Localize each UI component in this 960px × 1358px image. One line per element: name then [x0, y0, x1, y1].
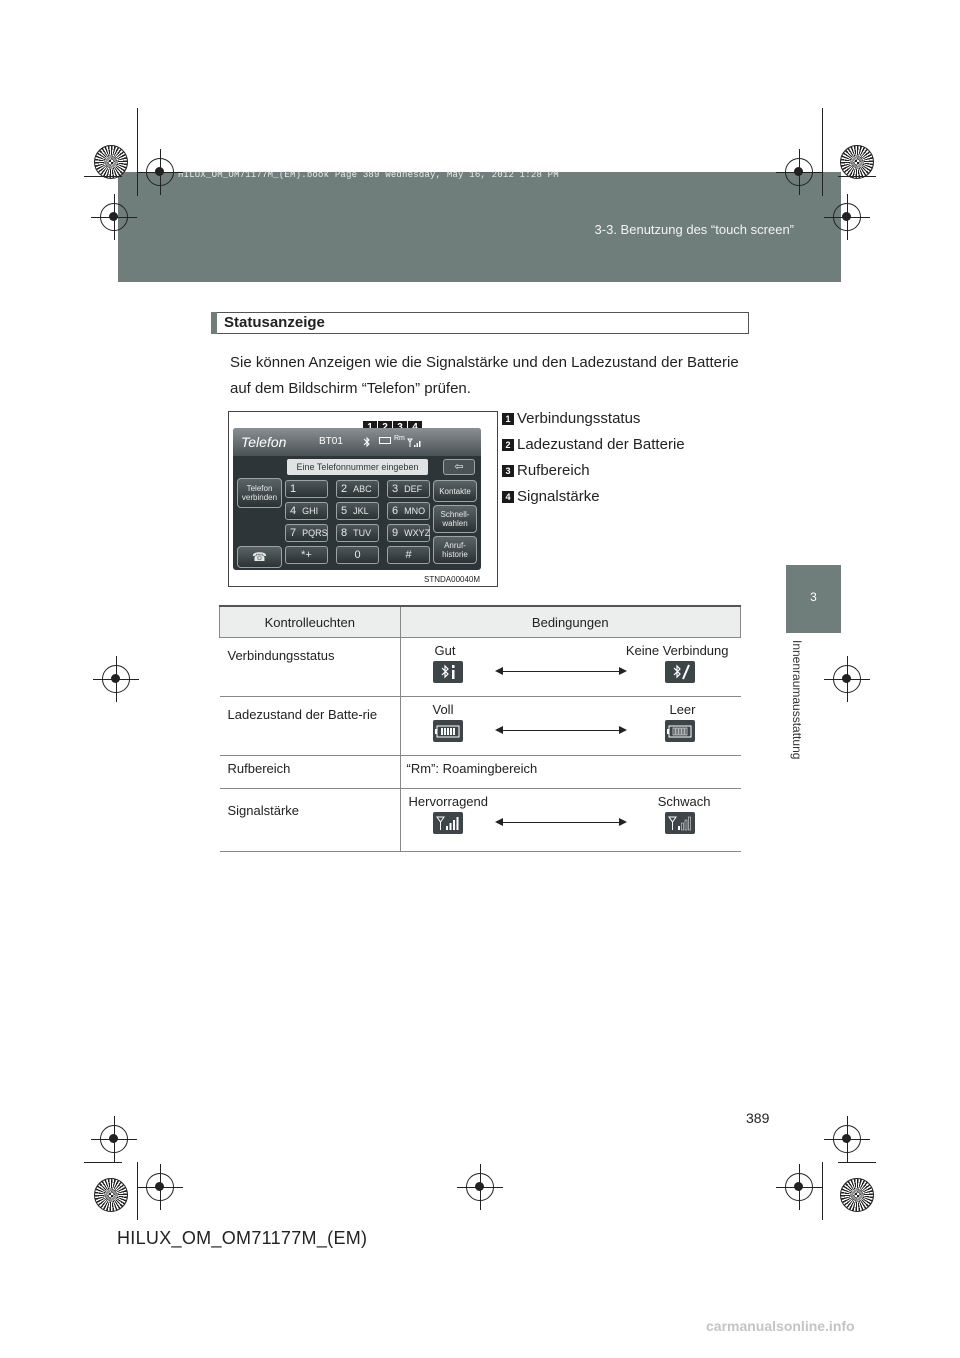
range-arrow — [497, 822, 625, 823]
table-row — [220, 756, 741, 789]
backspace-icon: ⇦ — [454, 461, 464, 473]
crop-line — [822, 1162, 823, 1220]
keypad-key[interactable]: 1 — [285, 480, 328, 498]
condition-cell — [400, 638, 741, 697]
keypad-key[interactable]: 0 — [336, 546, 379, 564]
legend-item — [502, 436, 685, 453]
condition-cell — [400, 697, 741, 756]
condition-cell: “Rm”: Roamingbereich — [400, 756, 741, 789]
crop-line — [84, 1162, 122, 1163]
legend-label: Signalstärke — [517, 488, 600, 505]
legend-callout: 4 — [502, 491, 514, 503]
crop-line — [84, 176, 122, 177]
device-name: BT01 — [319, 436, 343, 447]
keypad-key[interactable]: 4 GHI — [285, 502, 328, 520]
keypad-key[interactable]: 3 DEF — [387, 480, 430, 498]
table-row — [220, 638, 741, 697]
table-header: Bedingungen — [400, 606, 741, 638]
registration-burst-mark — [94, 145, 128, 179]
intro-paragraph: Sie können Anzeigen wie die Signalstärke und den Ladezustand der Batterie auf dem Bildschirm “Telefon” prüfen. — [230, 354, 739, 397]
call-button[interactable] — [237, 546, 282, 568]
chapter-label: Innenraumausstattung — [790, 640, 804, 760]
condition-bad: Keine Verbindung — [625, 643, 729, 658]
keypad-key[interactable]: 8 TUV — [336, 524, 379, 542]
registration-burst-mark — [94, 1178, 128, 1212]
section-title: 3-3. Benutzung des “touch screen” — [594, 222, 794, 237]
signal-icon — [407, 435, 423, 445]
screen-title: Telefon — [241, 434, 287, 450]
legend-item — [502, 462, 590, 479]
phone-number-input[interactable]: Eine Telefonnummer eingeben — [287, 459, 428, 475]
keypad-key[interactable]: 6 MNO — [387, 502, 430, 520]
crosshair-mark — [146, 158, 174, 186]
condition-good: Voll — [432, 702, 454, 717]
crop-line — [137, 108, 138, 196]
range-arrow — [497, 730, 625, 731]
page-number: 389 — [746, 1110, 770, 1126]
legend-item — [502, 410, 640, 427]
crop-line — [838, 1162, 876, 1163]
battery-empty-icon — [665, 720, 695, 742]
phone-handset-icon: ☎ — [252, 549, 267, 564]
crosshair-mark — [833, 665, 861, 693]
legend-callout: 2 — [502, 439, 514, 451]
speed-dial-button[interactable]: Schnell-wahlen — [433, 505, 477, 533]
indicator-name: Signalstärke — [220, 789, 401, 852]
section-heading: Statusanzeige — [224, 314, 325, 331]
table-row — [220, 789, 741, 852]
connect-phone-button[interactable]: Telefon verbinden — [237, 478, 282, 508]
battery-full-icon — [433, 720, 463, 742]
signal-strong-icon — [433, 812, 463, 834]
keypad-key[interactable]: 5 JKL — [336, 502, 379, 520]
legend-label: Ladezustand der Batterie — [517, 436, 685, 453]
crosshair-mark — [100, 203, 128, 231]
crosshair-mark — [833, 203, 861, 231]
crosshair-mark — [466, 1173, 494, 1201]
crosshair-mark — [102, 665, 130, 693]
crosshair-mark — [785, 158, 813, 186]
figure-code: STNDA00040M — [424, 575, 481, 584]
legend-label: Verbindungsstatus — [517, 410, 641, 427]
watermark: carmanualsonline.info — [706, 1318, 855, 1334]
condition-cell — [400, 789, 741, 852]
call-history-button[interactable]: Anruf-historie — [433, 536, 477, 564]
indicator-name: Rufbereich — [220, 756, 401, 789]
chapter-label-wrap — [786, 640, 806, 790]
condition-good: Gut — [434, 643, 456, 658]
condition-bad: Schwach — [657, 794, 711, 809]
condition-bad: Leer — [669, 702, 696, 717]
indicator-name: Verbindungsstatus — [220, 638, 401, 697]
crop-line — [838, 176, 876, 177]
bluetooth-icon — [363, 435, 371, 447]
chapter-number: 3 — [810, 590, 817, 604]
book-stamp: HILUX_OM_OM71177M_(EM).book Page 389 Wednesday, May 16, 2012 1:28 PM — [178, 170, 559, 180]
section-heading-bar — [211, 312, 217, 334]
range-arrow — [497, 671, 625, 672]
crop-line — [137, 1162, 138, 1220]
keypad-key[interactable]: # — [387, 546, 430, 564]
signal-weak-icon — [665, 812, 695, 834]
document-code: HILUX_OM_OM71177M_(EM) — [117, 1228, 368, 1248]
registration-burst-mark — [840, 145, 874, 179]
keypad-key[interactable]: 9 WXYZ — [387, 524, 430, 542]
crosshair-mark — [785, 1173, 813, 1201]
phone-screen — [233, 428, 481, 570]
crop-line — [822, 108, 823, 196]
keypad-key[interactable]: *+ — [285, 546, 328, 564]
legend-callout: 3 — [502, 465, 514, 477]
legend-label: Rufbereich — [517, 462, 590, 479]
table-header-row — [220, 606, 741, 638]
bluetooth-disconnected-icon — [665, 661, 695, 683]
indicator-table — [219, 605, 741, 852]
table-row — [220, 697, 741, 756]
registration-burst-mark — [840, 1178, 874, 1212]
battery-icon — [379, 437, 391, 444]
crosshair-mark — [100, 1125, 128, 1153]
table-header: Kontrolleuchten — [220, 606, 401, 638]
condition-good: Hervorragend — [408, 794, 488, 809]
keypad-key[interactable]: 2 ABC — [336, 480, 379, 498]
bluetooth-connected-icon — [433, 661, 463, 683]
crosshair-mark — [146, 1173, 174, 1201]
contacts-button[interactable]: Kontakte — [433, 480, 477, 502]
crosshair-mark — [833, 1125, 861, 1153]
backspace-button[interactable] — [443, 459, 475, 475]
indicator-name: Ladezustand der Batte-rie — [220, 697, 401, 756]
legend-callout: 1 — [502, 413, 514, 425]
legend-item — [502, 488, 600, 505]
roaming-indicator: Rm — [394, 435, 405, 442]
keypad-key[interactable]: 7 PQRS — [285, 524, 328, 542]
